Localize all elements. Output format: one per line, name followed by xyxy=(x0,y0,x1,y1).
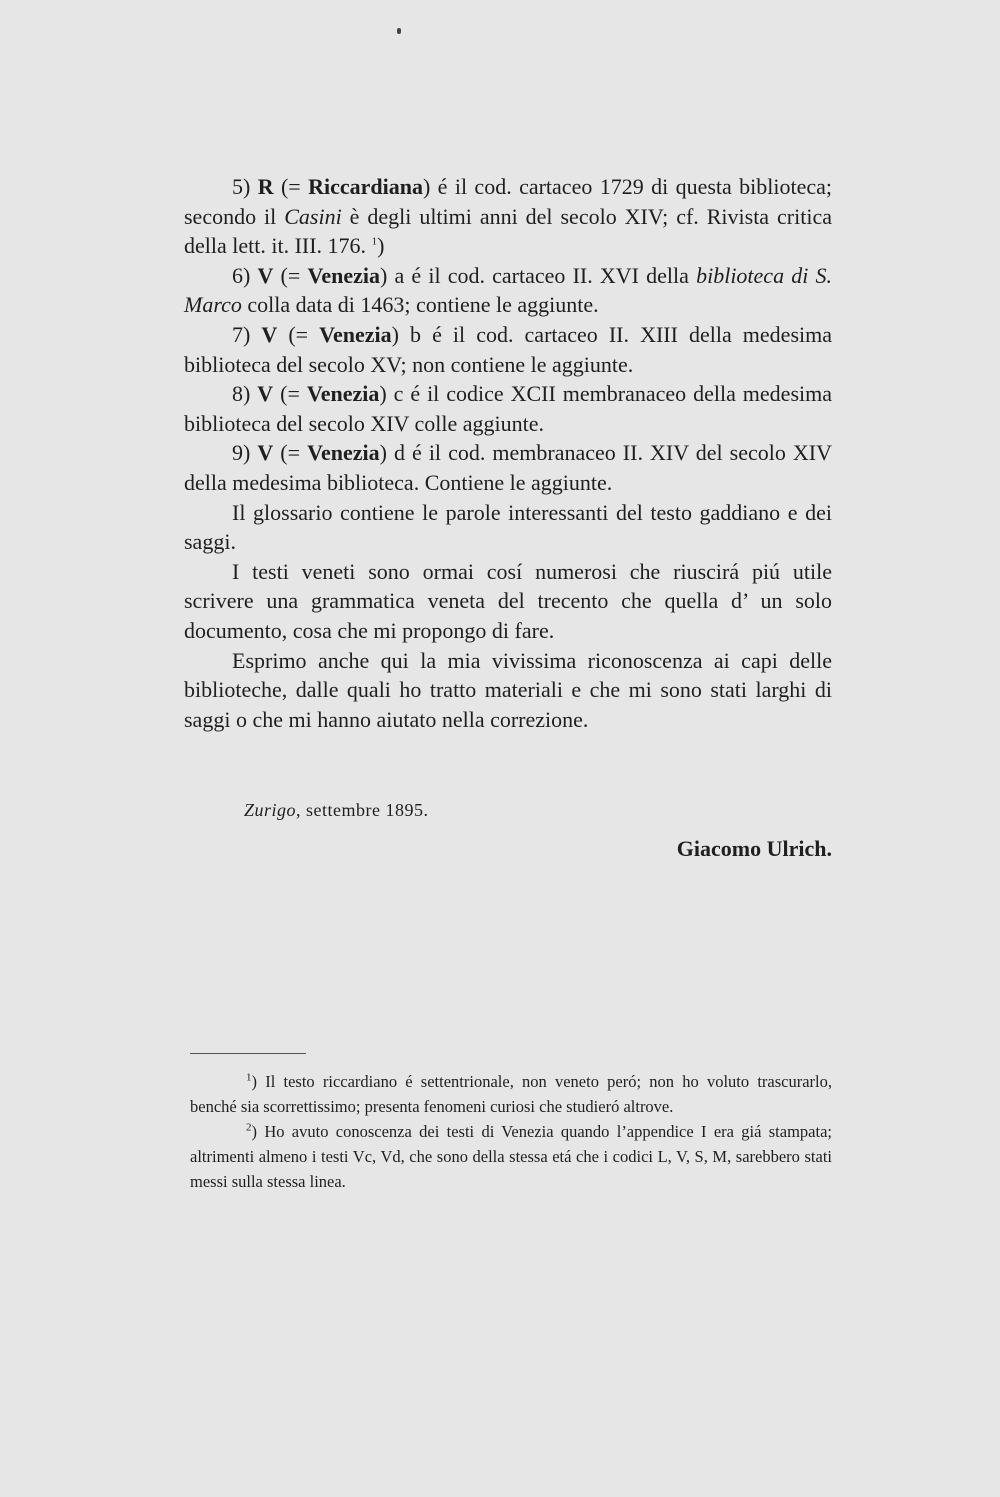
signature: Giacomo Ulrich. xyxy=(676,836,832,861)
paragraph-venezia-c: 8) V (= Venezia) c é il codice XCII membranaceo della medesima biblioteca del secolo XIV colle aggiunte. xyxy=(184,381,833,436)
paragraph-riccardiana: 5) R (= Riccardiana) é il cod. cartaceo 1729 di questa biblioteca; secondo il Casini è degli ultimi anni del secolo XIV; cf. Rivista critica della lett. it. III. 176. $^1$) xyxy=(184,174,833,259)
footnote-2: $^2$) Ho avuto conoscenza dei testi di Venezia quando l’appendice I era giá stampata; altrimenti almeno i testi Vc, Vd, che sono della stessa etá che i codici L, V, S, M, sarebbero stati messi sulla stessa linea. xyxy=(190,1121,832,1191)
paragraph-riconoscenza: Esprimo anche qui la mia vivissima riconoscenza ai capi delle biblioteche, dalle quali ho tratto materiali e che mi sono stati larghi di saggi o che mi hanno aiutato nella correzione. xyxy=(184,647,832,732)
siglum: R xyxy=(257,174,274,199)
siglum: V xyxy=(257,262,274,288)
paragraph-venezia-b: 7) V (= Venezia) b é il cod. cartaceo II. XIII della medesima biblioteca del secolo XV; non contiene le aggiunte. xyxy=(184,321,833,377)
paragraph-venezia-d: 9) V (= Venezia) d é il cod. membranaceo II. XIV del secolo XIV della medesima biblioteca. Contiene le aggiunte. xyxy=(184,440,833,495)
author-name: Casini xyxy=(284,203,342,229)
siglum: V xyxy=(261,321,278,347)
siglum: V xyxy=(257,381,274,407)
manuscript-name: Venezia xyxy=(307,440,380,466)
manuscript-name: Venezia xyxy=(306,381,380,407)
date-text: , settembre 1895. xyxy=(296,800,429,820)
paragraph-venezia-a: 6) V (= Venezia) a é il cod. cartaceo II. XVI della biblioteca di S. Marco colla data di 1463; contiene le aggiunte. xyxy=(184,262,833,318)
footnote-marker: 2 xyxy=(246,1121,252,1134)
paragraph-glossario: Il glossario contiene le parole interessanti del testo gaddiano e dei saggi. xyxy=(184,499,832,555)
footnote-marker: 1 xyxy=(246,1071,252,1084)
ink-speck xyxy=(397,28,401,34)
paragraph-testi-veneti: I testi veneti sono ormai cosí numerosi che riuscirá piú utile scrivere una grammatica veneta del trecento che quella d’ un solo documento, cosa che mi propongo di fare. xyxy=(184,558,832,643)
main-text xyxy=(184,172,832,734)
manuscript-name: Riccardiana xyxy=(308,174,423,199)
library-name: biblioteca di S. Marco xyxy=(184,262,833,318)
footnote-ref: 1 xyxy=(371,235,378,248)
footnotes xyxy=(190,1069,832,1194)
place-name: Zurigo xyxy=(244,800,297,820)
manuscript-name: Venezia xyxy=(319,321,392,347)
footnote-1: $^1$) Il testo riccardiano é settentrionale, non veneto peró; non ho voluto trascurarlo, benché sia scorrettissimo; presenta fenomeni curiosi che studieró altrove. xyxy=(190,1071,832,1116)
manuscript-name: Venezia xyxy=(307,262,380,288)
footnote-rule xyxy=(190,1053,306,1054)
dateline xyxy=(244,800,429,821)
siglum: V xyxy=(257,440,274,466)
